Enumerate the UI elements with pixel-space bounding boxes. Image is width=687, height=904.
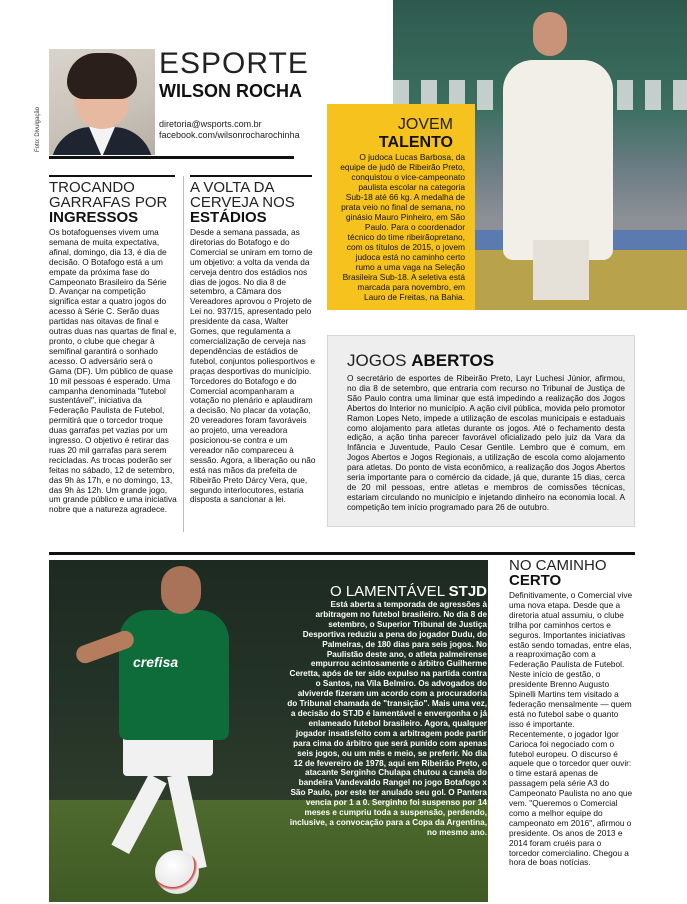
col1-headline-bold: INGRESSOS <box>49 209 139 226</box>
col1-headline <box>49 180 179 225</box>
jogos-headline-light: JOGOS <box>347 351 407 370</box>
stjd-body: Está aberta a temporada de agressões à arbitragem no futebol brasileiro. No dia 8 de setembro, o Superior Tribunal de Justiça Desportiva reduziu a pena do jogador Dudu, do Palmeiras, de 180 dias para seis jogos. No Paulistão deste ano, o atleta palmeirense empurrou acintosamente o árbitro Guilherme Ceretta, após de ter sido expulso na partida contra o Santos, na Vila Belmiro. Os advogados do alviverde fizeram um acordo com a procuradoria do Tribunal chamada de "transição". Mais uma vez, a decisão do STJD é lamentável e envergonha o já enlameado futebol brasileiro. Agora, qualquer jogador insatisfeito com a arbitragem pode partir para cima do árbitro que será punido com apenas seis jogos, ou um mês e meio, se preferir. No dia 12 de fevereiro de 1978, aqui em Ribeirão Preto, o atacante Serginho Chulapa chutou a canela do bandeira Vandevaldo Rangel no jogo Botafogo x São Paulo, por este ter anulado seu gol. O Pantera vencia por 1 a 0. Serginho foi suspenso por 14 meses e cumpriu toda a suspensão, perdendo, inclusive, a convocação para a Copa da Argentina, no mesmo ano. <box>287 600 487 837</box>
col2-rule <box>190 175 312 177</box>
talento-title: TALENTO <box>378 134 453 151</box>
stjd-headline-bold: STJD <box>448 583 487 600</box>
col2-headline-bold: ESTÁDIOS <box>190 209 267 226</box>
author-name: WILSON ROCHA <box>159 81 302 101</box>
jogos-headline-bold: ABERTOS <box>411 351 495 370</box>
shirt-brand: crefisa <box>133 654 179 670</box>
column-separator <box>183 176 184 532</box>
author-facebook[interactable]: facebook.com/wilsonrocharochinha <box>159 130 300 140</box>
jogos-headline <box>347 351 494 371</box>
mid-rule <box>49 552 635 555</box>
header-rule <box>49 156 294 159</box>
col1-body: Os botafoguenses vivem uma semana de muita expectativa, afinal, domingo, dia 13, é dia de decisão. O Botafogo está a um empate da próxima fase do Campeonato Brasileiro da Série D. Avançar na competição significa estar a quatro jogos do acesso à Série C. Serão duas partidas nas oitavas de final e outras duas nas quartas de final e, pronto, o clube que chegar à semifinal garantirá o sonhado acesso. O adversário será o Gama (DF). Um público de quase 10 mil pessoas é esperado. Uma campanha denominada "futebol sustentável", iniciativa da Federação Paulista de Futebol, permitirá que o torcedor troque duas garrafas pet vazias por um ingresso. O objetivo é retirar das ruas 20 mil garrafas para serem recicladas. As trocas poderão ser feitas no sábado, 12 de setembro, das 9h às 17h, e no domingo, 13, das 9h às 12h. Um grande jogo, um grande público e uma iniciativa nobre que a natureza agradece. <box>49 227 177 515</box>
col1-rule <box>49 175 175 177</box>
section-title: ESPORTE <box>159 47 309 80</box>
talento-box <box>327 104 475 310</box>
col3-headline-light: NO CAMINHO <box>509 557 607 574</box>
col1-headline-light: TROCANDO GARRAFAS POR <box>49 179 168 211</box>
stjd-headline-light: O LAMENTÁVEL <box>330 583 445 600</box>
col2-headline <box>190 180 318 225</box>
col3-headline-bold: CERTO <box>509 572 562 589</box>
author-email[interactable]: diretoria@wsports.com.br <box>159 119 262 129</box>
col3-body: Definitivamente, o Comercial vive uma nova etapa. Desde que a diretoria atual assumiu, o clube trilha por caminhos certos e seguros. Importantes iniciativas estão sendo tomadas, entre elas, a reaproximação com a Federação Paulista de Futebol. Neste início de gestão, o presidente Brenno Augusto Spinelli Martins tem visitado a federação mensalmente — quem está no futebol sabe o quanto isso é importante. Recentemente, o jogador Igor Carioca foi negociado com o futebol europeu. O discurso é aquele que o torcedor quer ouvir: o time estará apenas de passagem pela série A3 do Campeonato Paulista no ano que vem. "Queremos o Comercial como a melhor equipe do campeonato em 2016", afirmou o presidente. Os anos de 2013 e 2014 foram cruéis para o torcedor comercialino. Chegou a hora de boas notícias. <box>509 590 633 868</box>
talento-kicker: JOVEM <box>397 116 453 133</box>
author-photo <box>49 49 155 155</box>
photo-credit: Foto: Divulgação <box>35 106 41 152</box>
col2-headline-light: A VOLTA DA CERVEJA NOS <box>190 179 295 211</box>
col2-body: Desde a semana passada, as diretorias do Botafogo e do Comercial se uniram em torno de um objetivo: a volta da venda da cerveja dentro dos estádios nos dias de jogos. No dia 8 de setembro, a Câmara dos Vereadores aprovou o Projeto de Lei no. 937/15, apresentado pelo presidente da casa, Walter Gomes, que regulamenta a comercialização de cerveja nas dependências de estádios de futebol, conjuntos poliesportivos e praças desportivas do município. Torcedores do Botafogo e do Comercial acompanharam a votação no plenário e aplaudiram a decisão. No placar da votação, 20 vereadores foram favoráveis ao projeto, uma vereadora posicionou-se contra e um vereador não compareceu à sessão. Agora, a liberação ou não está nas mãos da prefeita de Ribeirão Preto Dárcy Vera, que, segundo interlocutores, estaria disposta a sancionar a lei. <box>190 227 316 505</box>
jogos-box <box>327 335 635 527</box>
jogos-body: O secretário de esportes de Ribeirão Preto, Layr Luchesi Júnior, afirmou, no dia 8 de setembro, que entraria com recurso no Tribunal de Justiça de São Paulo contra uma liminar que está impedindo a realização dos Jogos Abertos do Interior no município. A ação civil pública, movida pelo promotor Ramon Lopes Neto, impede a utilização de escolas municipais e estaduais como alojamento para atletas durante os jogos. Até o fechamento desta edição, a ação tinha parecer favorável oficializado pelo juiz da Vara da Infância e Juventude, Paulo Cesar Gentile. Lembro que é comum, em Jogos Abertos e Jogos Regionais, a utilização de escola como alojamento para atletas. Do ponto de vista econômico, a realização dos Jogos Abertos seria importante para o comércio da cidade, já que, durante 15 dias, cerca de 20 mil pessoas, entre atletas e membros de comissões técnicas, estariam circulando no município e injetando dinheiro na economia local. A competição tem início programado para 26 de outubro. <box>347 373 625 512</box>
col3-headline <box>509 558 639 588</box>
stjd-headline <box>330 583 487 600</box>
talento-text: O judoca Lucas Barbosa, da equipe de judô de Ribeirão Preto, conquistou o vice-campeonato paulista escolar na categoria Sub-18 até 66 kg. A medalha de prata veio no final de semana, no ginásio Mauro Pinheiro, em São Paulo. Para o coordenador técnico do time ribeirãopretano, com os títulos de 2015, o jovem judoca está no caminho certo rumo a uma vaga na Seleção Brasileira Sub-18. A seletiva está marcada para novembro, em Lauro de Freitas, na Bahia. <box>340 152 465 302</box>
